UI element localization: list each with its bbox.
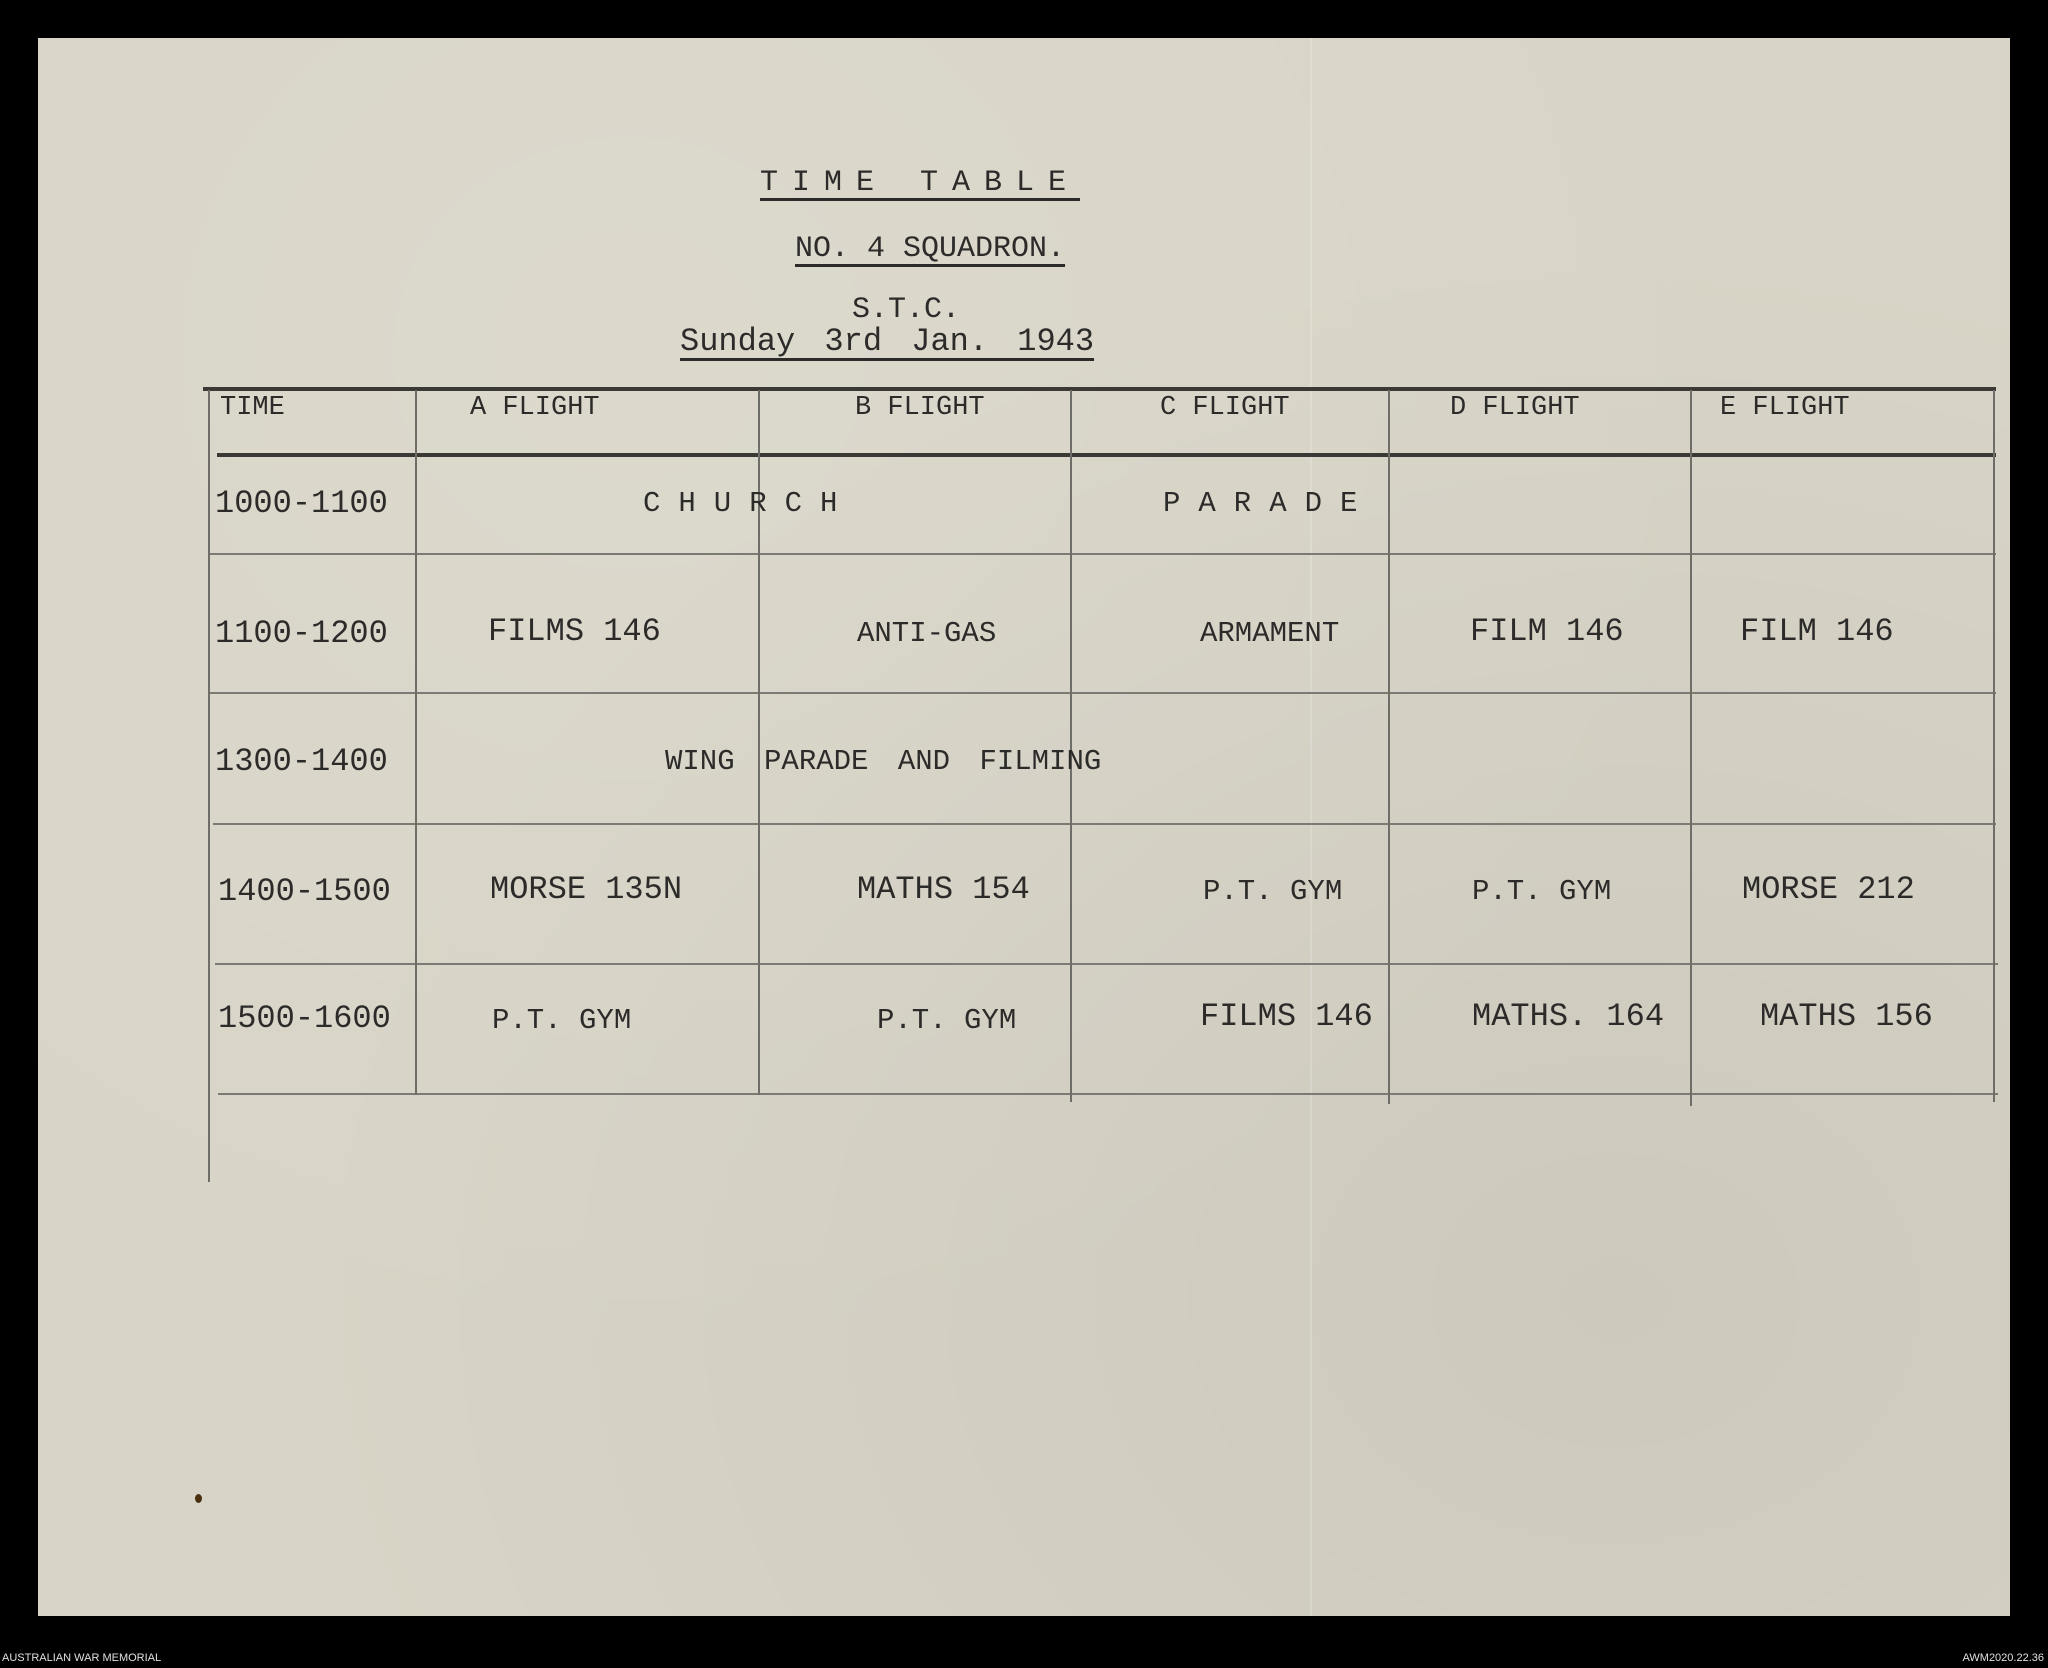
row-5-b-flight: P.T. GYM xyxy=(877,1004,1017,1037)
row-5-a-flight: P.T. GYM xyxy=(492,1004,632,1037)
row-rule-5 xyxy=(218,1093,1998,1095)
row-2-b-flight: ANTI-GAS xyxy=(857,617,997,650)
row-4-b-flight: MATHS 154 xyxy=(857,871,1030,908)
row-rule-4 xyxy=(215,963,1998,965)
row-rule-3 xyxy=(213,823,1996,825)
footer-institution: AUSTRALIAN WAR MEMORIAL xyxy=(2,1652,162,1664)
row-rule-1 xyxy=(210,553,1996,555)
column-line-0 xyxy=(208,390,210,1182)
footer-accession: AWM2020.22.36 xyxy=(1962,1652,2044,1664)
row-5-d-flight: MATHS. 164 xyxy=(1472,998,1665,1035)
header-a-flight: A FLIGHT xyxy=(470,393,600,423)
header-c-flight: C FLIGHT xyxy=(1160,393,1290,423)
row-3-wing-parade: WING PARADE AND FILMING xyxy=(665,745,1102,778)
row-5-c-flight: FILMS 146 xyxy=(1200,998,1373,1035)
row-2-c-flight: ARMAMENT xyxy=(1200,617,1340,650)
header-d-flight: D FLIGHT xyxy=(1450,393,1580,423)
row-rule-2 xyxy=(210,692,1996,694)
header-b-flight: B FLIGHT xyxy=(855,393,985,423)
row-5-e-flight: MATHS 156 xyxy=(1760,998,1933,1035)
row-4-a-flight: MORSE 135N xyxy=(490,871,683,908)
header-time: TIME xyxy=(220,393,285,423)
row-4-time: 1400-1500 xyxy=(218,873,391,910)
document-title: TIME TABLE xyxy=(760,166,1081,200)
unit-heading: S.T.C. xyxy=(852,293,961,327)
squadron-heading: NO. 4 SQUADRON. xyxy=(795,232,1066,266)
date-heading: Sunday 3rd Jan. 1943 xyxy=(680,323,1095,360)
row-4-d-flight: P.T. GYM xyxy=(1472,875,1612,908)
paper-fold xyxy=(1310,38,1312,1616)
row-1-parade: PARADE xyxy=(1163,487,1376,520)
table-header-rule xyxy=(217,453,1996,457)
row-3-time: 1300-1400 xyxy=(215,743,388,780)
row-1-time: 1000-1100 xyxy=(215,485,388,522)
row-5-time: 1500-1600 xyxy=(218,1000,391,1037)
paper-sheet xyxy=(38,38,2010,1616)
column-line-1 xyxy=(415,390,417,1095)
row-4-e-flight: MORSE 212 xyxy=(1742,871,1915,908)
column-line-6 xyxy=(1993,390,1995,1102)
table-top-rule xyxy=(203,387,1996,391)
row-2-a-flight: FILMS 146 xyxy=(488,613,661,650)
row-2-d-flight: FILM 146 xyxy=(1470,613,1624,650)
row-4-c-flight: P.T. GYM xyxy=(1203,875,1343,908)
column-line-4 xyxy=(1388,390,1390,1104)
column-line-5 xyxy=(1690,390,1692,1106)
row-1-church: CHURCH xyxy=(643,487,856,520)
pin-hole xyxy=(195,1494,202,1503)
row-2-time: 1100-1200 xyxy=(215,615,388,652)
row-2-e-flight: FILM 146 xyxy=(1740,613,1894,650)
header-e-flight: E FLIGHT xyxy=(1720,393,1850,423)
